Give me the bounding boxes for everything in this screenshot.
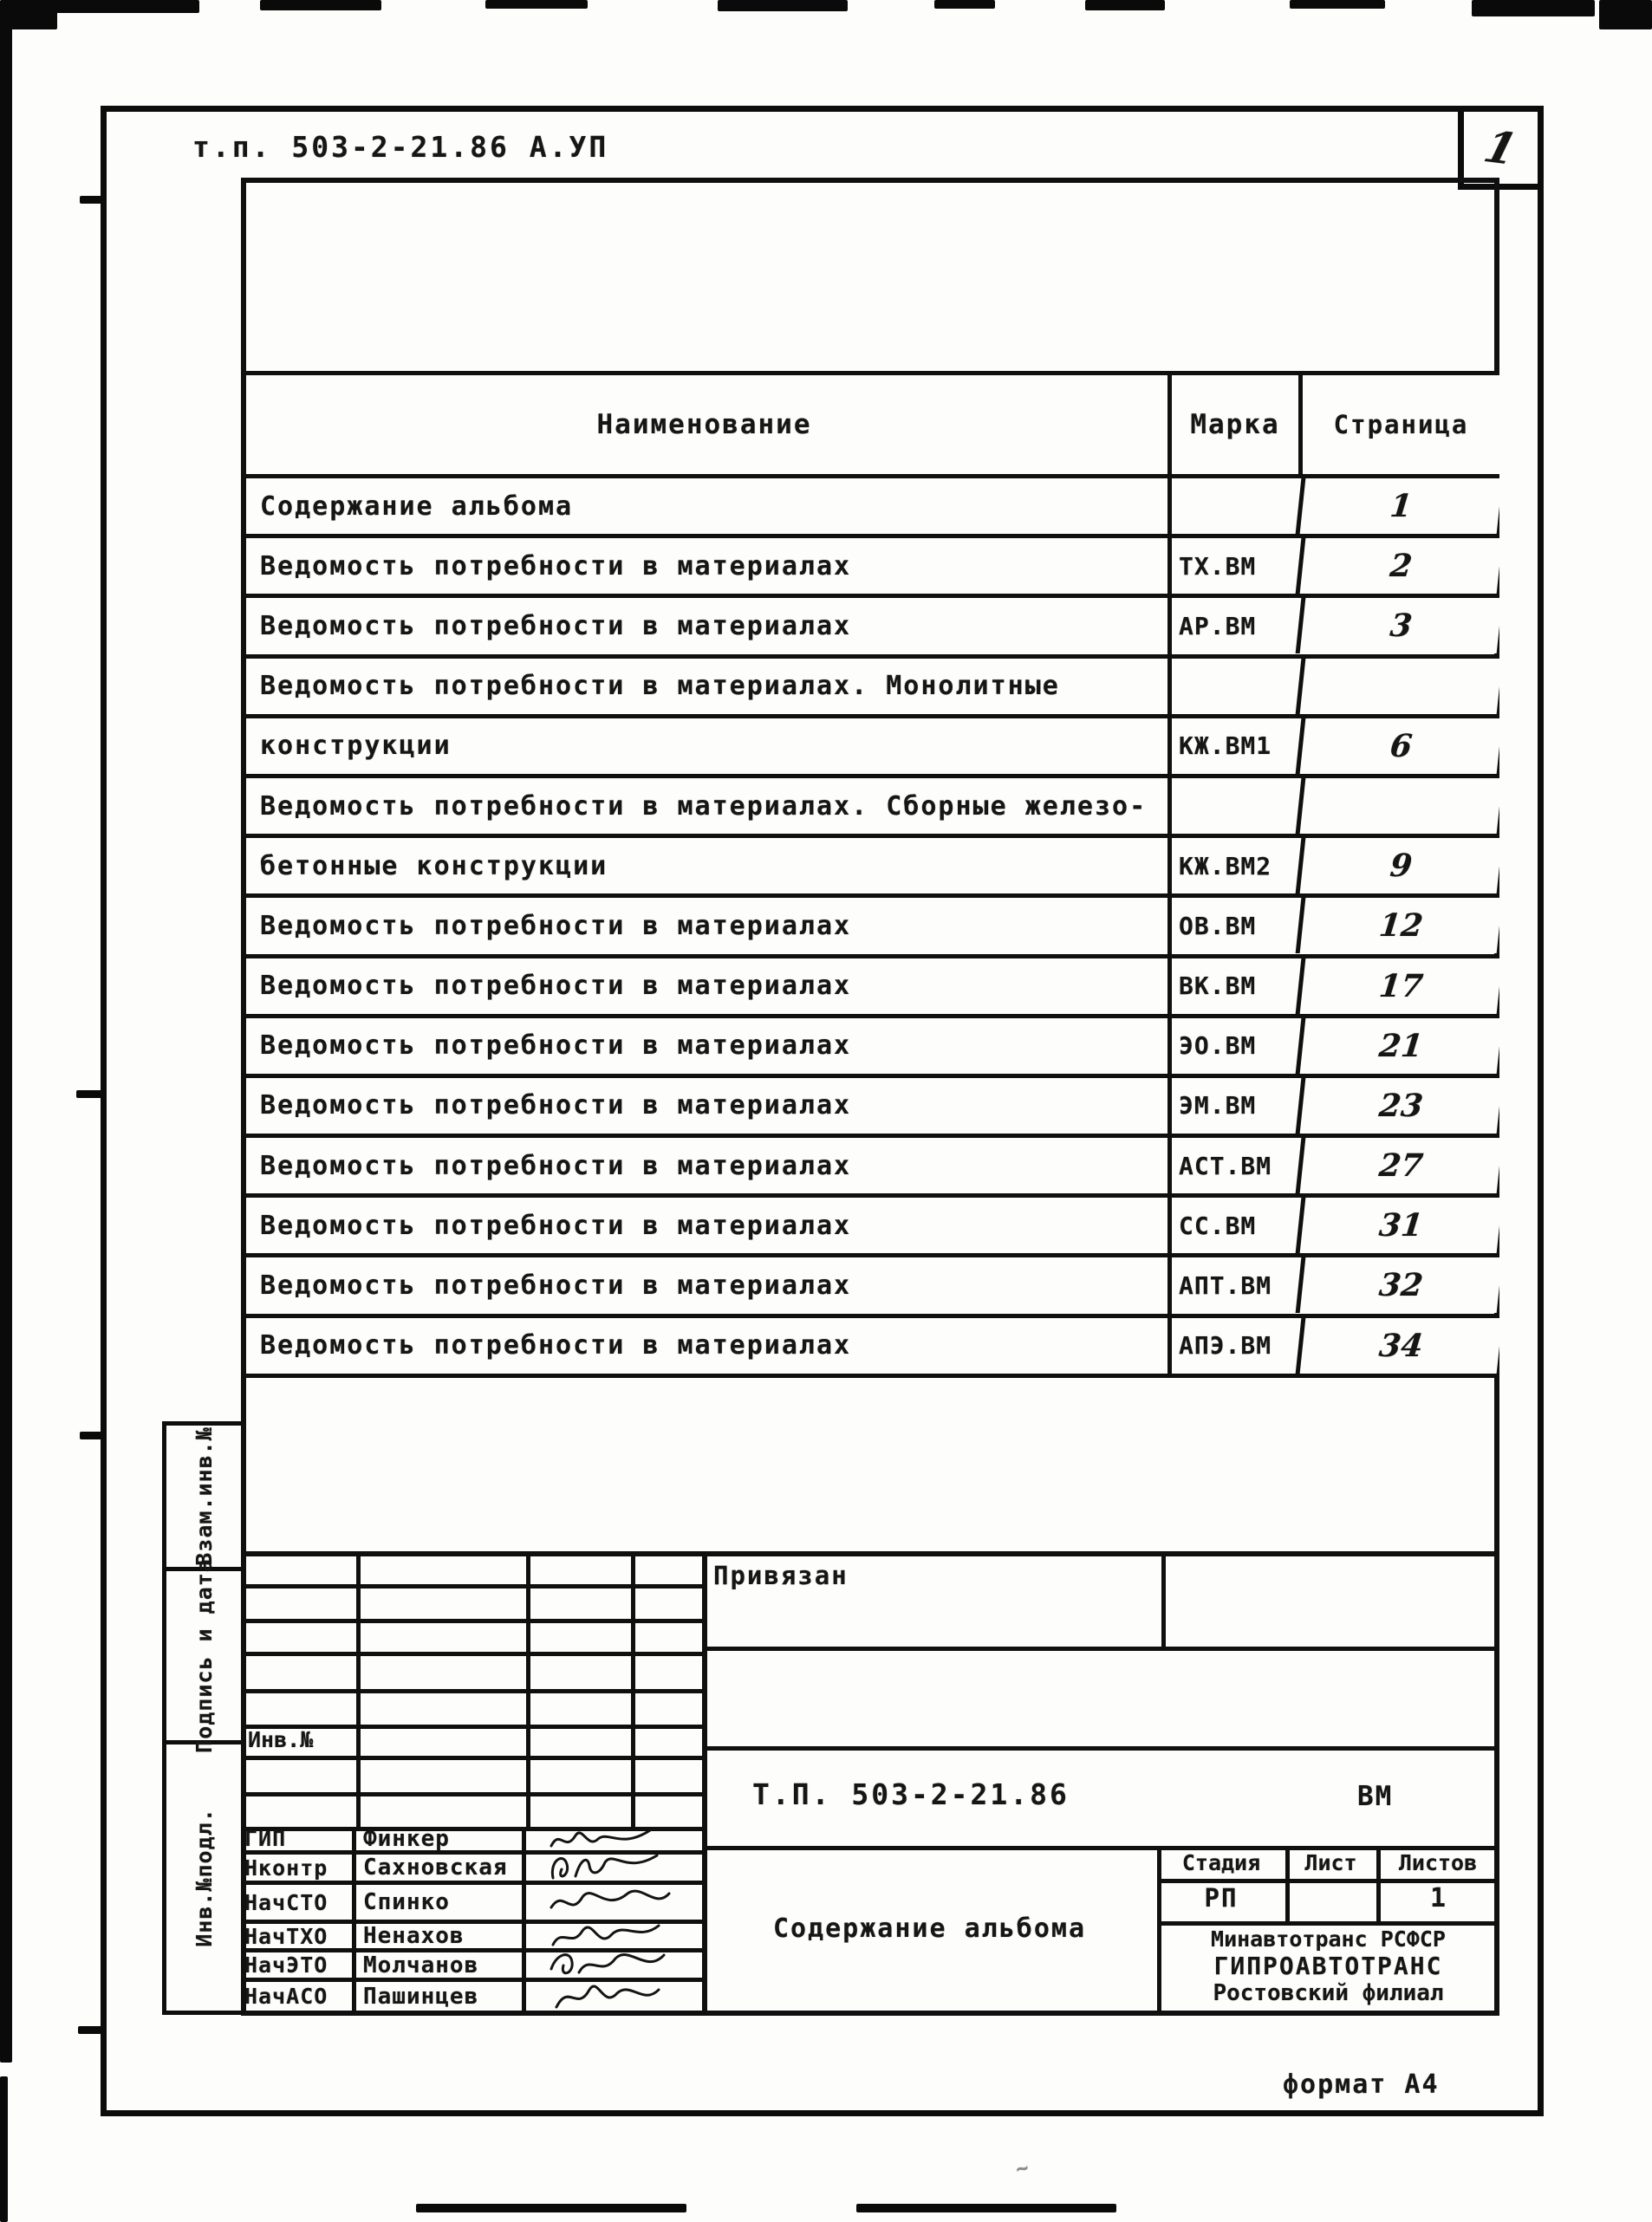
toc-entry-mark: ВК.ВМ [1167, 958, 1298, 1014]
toc-entry-name: Ведомость потребности в материалах. Монолитные [260, 671, 1060, 702]
stamp-sidebar-cell [162, 1421, 241, 1571]
toc-rows [241, 478, 1499, 1378]
grid-line [241, 178, 1499, 183]
toc-entry-mark: АПЭ.ВМ [1167, 1318, 1298, 1374]
signature-row [241, 1952, 702, 1982]
toc-entry-mark [1167, 659, 1298, 714]
toc-entry-page [1296, 778, 1503, 834]
toc-entry-mark: АПТ.ВМ [1167, 1257, 1298, 1313]
toc-entry-name: Ведомость потребности в материалах [260, 1330, 852, 1361]
signature-scribble [526, 1827, 702, 1850]
toc-entry-name: бетонные конструкции [260, 850, 608, 881]
toc-entry-page: 21 [1296, 1018, 1503, 1074]
toc-row [241, 1138, 1499, 1198]
stamp-sidebar-label: Подпись и дата [191, 1558, 217, 1753]
toc-header-page: Страница [1298, 375, 1499, 474]
organization-line: Ростовский филиал [1213, 1979, 1444, 2006]
stamp-sidebar-cell [162, 1744, 241, 2015]
signer-name: Сахновская [356, 1855, 526, 1881]
stamp-sidebar-label: Инв.№подл. [191, 1808, 217, 1947]
content-frame [241, 178, 1499, 2016]
toc-entry-page: 2 [1296, 538, 1503, 594]
scan-artifact [80, 1432, 102, 1439]
signer-role: НачТХО [241, 1924, 356, 1948]
toc-entry-name: конструкции [260, 731, 452, 762]
toc-row [241, 838, 1499, 898]
signature-scribble [526, 1982, 702, 2011]
toc-entry-mark: ЭМ.ВМ [1167, 1078, 1298, 1134]
toc-entry-page: 12 [1296, 898, 1503, 953]
signer-name: Пашинцев [356, 1982, 526, 2011]
titleblock-doc-title: Содержание альбома [772, 1913, 1087, 1944]
scan-artifact [76, 1090, 102, 1098]
inventory-number-label: Инв.№ [248, 1727, 314, 1752]
toc-row [241, 778, 1499, 838]
toc-entry-name: Ведомость потребности в материалах [260, 1090, 852, 1121]
stage-value: РП [1204, 1883, 1239, 1913]
signature-row [241, 1924, 702, 1952]
titleblock-doc-mark: ВМ [1357, 1781, 1394, 1812]
toc-entry-mark: ЭО.ВМ [1167, 1018, 1298, 1074]
scan-artifact [718, 0, 848, 11]
sheet-value [1285, 1879, 1376, 1917]
toc-row [241, 1318, 1499, 1378]
signer-role: ГИП [241, 1827, 356, 1850]
toc-header-mark: Марка [1167, 375, 1298, 474]
stamp-sidebar-cell [162, 1558, 241, 1753]
sheets-value: 1 [1429, 1882, 1447, 1913]
scan-artifact [416, 2204, 686, 2212]
toc-entry-mark: АСТ.ВМ [1167, 1138, 1298, 1193]
toc-row [241, 1198, 1499, 1257]
toc-entry-name: Ведомость потребности в материалах [260, 1150, 852, 1181]
signer-name: Ненахов [356, 1924, 526, 1948]
toc-row [241, 1257, 1499, 1317]
toc-entry-page: 1 [1296, 478, 1503, 534]
grid-line [631, 1551, 635, 1827]
signature-scribble [526, 1924, 702, 1948]
toc-entry-mark: ОВ.ВМ [1167, 898, 1298, 953]
scan-artifact [1085, 0, 1165, 10]
toc-entry-page: 32 [1296, 1257, 1503, 1313]
toc-row [241, 958, 1499, 1018]
toc-entry-mark [1167, 478, 1298, 534]
signature-row [241, 1885, 702, 1924]
titleblock-doc-code: Т.П. 503-2-21.86 [752, 1777, 1070, 1811]
grid-line [526, 1551, 530, 1827]
toc-table [241, 371, 1499, 1378]
signature-row [241, 1855, 702, 1885]
sheets-column-label: Листов [1398, 1849, 1478, 1875]
scan-artifact [0, 0, 12, 2063]
signer-role: Нконтр [241, 1855, 356, 1881]
toc-row [241, 718, 1499, 778]
signature-scribble [526, 1885, 702, 1920]
scan-artifact [1599, 0, 1652, 29]
signer-name: Финкер [356, 1827, 526, 1850]
document-code-header: т.п. 503-2-21.86 А.УП [192, 130, 609, 164]
toc-entry-mark: ТХ.ВМ [1167, 538, 1298, 594]
sheet-column-label: Лист [1304, 1849, 1357, 1875]
signer-name: Молчанов [356, 1952, 526, 1978]
toc-row [241, 1018, 1499, 1078]
toc-row [241, 659, 1499, 718]
toc-entry-mark [1167, 778, 1298, 834]
organization-block [1157, 1921, 1499, 2011]
scan-artifact [1472, 0, 1595, 16]
signature-row [241, 1982, 702, 2011]
scan-artifact [260, 0, 381, 10]
signature-rows [241, 1827, 702, 2011]
toc-entry-page: 9 [1296, 838, 1503, 893]
toc-entry-name: Содержание альбома [260, 491, 574, 522]
scan-artifact [856, 2204, 1116, 2212]
toc-row [241, 1078, 1499, 1138]
linked-label: Привязан [713, 1561, 849, 1590]
stamp-sidebar [162, 1421, 241, 2015]
scan-artifact [78, 2026, 102, 2034]
scan-artifact [1290, 0, 1385, 9]
toc-entry-mark: КЖ.ВМ2 [1167, 838, 1298, 893]
toc-entry-mark: КЖ.ВМ1 [1167, 718, 1298, 774]
toc-entry-name: Ведомость потребности в материалах [260, 910, 852, 941]
stage-column-label: Стадия [1181, 1849, 1261, 1875]
grid-line [702, 1746, 1499, 1751]
toc-entry-name: Ведомость потребности в материалах [260, 971, 852, 1002]
toc-entry-mark: СС.ВМ [1167, 1198, 1298, 1253]
toc-header-row [241, 375, 1499, 478]
toc-entry-name: Ведомость потребности в материалах [260, 1270, 852, 1302]
toc-entry-page: 17 [1296, 958, 1503, 1014]
signer-role: НачСТО [241, 1885, 356, 1920]
grid-line [702, 1647, 1499, 1651]
toc-entry-name: Ведомость потребности в материалах [260, 610, 852, 641]
signature-scribble [526, 1855, 702, 1881]
stray-pencil-mark: ~ [1013, 2154, 1031, 2182]
format-note: формат А4 [1283, 2069, 1440, 2100]
toc-entry-page: 3 [1296, 598, 1503, 653]
scan-artifact [36, 0, 199, 13]
toc-row [241, 898, 1499, 958]
toc-entry-page: 31 [1296, 1198, 1503, 1253]
stamp-sidebar-label: Взам.инв.№ [191, 1426, 217, 1566]
toc-entry-page: 23 [1296, 1078, 1503, 1134]
grid-line [241, 2011, 1499, 2016]
signature-row [241, 1827, 702, 1855]
scan-artifact [934, 0, 995, 9]
toc-entry-mark: АР.ВМ [1167, 598, 1298, 653]
toc-entry-name: Ведомость потребности в материалах [260, 550, 852, 581]
toc-entry-name: Ведомость потребности в материалах. Сборные железо- [260, 790, 1148, 822]
scan-artifact [485, 0, 588, 9]
signer-role: НачАСО [241, 1982, 356, 2011]
toc-entry-page: 27 [1296, 1138, 1503, 1193]
signature-scribble [526, 1952, 702, 1978]
toc-row [241, 478, 1499, 538]
toc-entry-name: Ведомость потребности в материалах [260, 1030, 852, 1062]
organization-line: Минавтотранс РСФСР [1211, 1926, 1446, 1952]
toc-entry-page [1296, 659, 1503, 714]
page-number: 1 [1479, 120, 1523, 175]
signer-name: Спинко [356, 1885, 526, 1920]
organization-line: ГИПРОАВТОТРАНС [1213, 1951, 1443, 1980]
toc-row [241, 538, 1499, 598]
toc-entry-page: 6 [1296, 718, 1503, 774]
scan-artifact [80, 196, 102, 204]
toc-entry-page: 34 [1296, 1318, 1503, 1374]
grid-line [356, 1551, 361, 1827]
toc-entry-name: Ведомость потребности в материалах [260, 1210, 852, 1241]
scan-artifact [0, 2076, 8, 2222]
toc-header-name: Наименование [596, 409, 812, 440]
grid-line [241, 1551, 1499, 1556]
signer-role: НачЭТО [241, 1952, 356, 1978]
toc-row [241, 598, 1499, 658]
grid-line [1161, 1551, 1166, 1651]
